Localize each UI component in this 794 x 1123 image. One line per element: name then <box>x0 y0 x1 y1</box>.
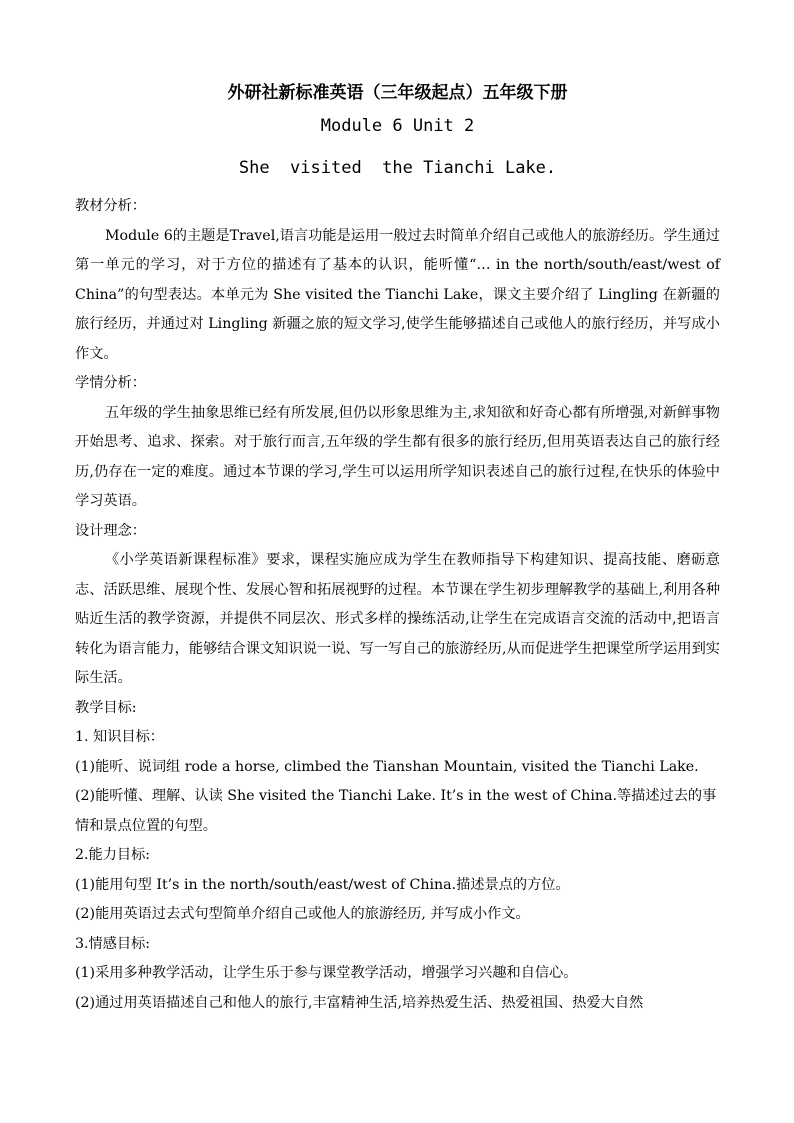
design-concept-heading: 设计理念： <box>75 522 146 539</box>
textbook-analysis-paragraph: Module 6的主题是Travel,语言功能是运用一般过去时简单介绍自己或他人的旅游经历。学生通过第一单元的学习，对于方位的描述有了基本的认识，能听懂“… in the north/south/east/west of China”的句型表达。本单元为 She visited the Tianchi Lake，课文主要介绍了 Lingling 在新疆的旅行经历，并通过对 Lingling 新疆之旅的短文学习,使学生能够描述自己或他人的旅行经历，并写成小作文。 <box>75 227 720 362</box>
ability-objective-1: (1)能用句型 It’s in the north/south/east/west of China.描述景点的方位。 <box>75 876 570 893</box>
design-concept-paragraph: 《小学英语新课程标准》要求，课程实施应成为学生在教师指导下构建知识、提高技能、磨砺意志、活跃思维、展现个性、发展心智和拓展视野的过程。本节课在学生初步理解教学的基础上,利用各种贴近生活的教学资源，并提供不同层次、形式多样的操练活动,让学生在完成语言交流的活动中,把语言转化为语言能力，能够结合课文知识说一说、写一写自己的旅游经历,从而促进学生把课堂所学运用到实际生活。 <box>75 552 720 686</box>
lesson-title: She visited the Tianchi Lake. <box>238 158 557 178</box>
ability-objectives-heading: 2.能力目标: <box>75 847 151 863</box>
emotion-objective-2: (2)通过用英语描述自己和他人的旅行,丰富精神生活,培养热爱生活、热爱祖国、热爱大自然 <box>75 994 644 1011</box>
teaching-objectives-heading: 教学目标: <box>75 699 137 716</box>
ability-objective-2: (2)能用英语过去式句型简单介绍自己或他人的旅游经历, 并写成小作文。 <box>75 906 530 922</box>
emotion-objective-1: (1)采用多种教学活动，让学生乐于参与课堂教学活动，增强学习兴趣和自信心。 <box>75 965 578 981</box>
emotion-objectives-heading: 3.情感目标: <box>75 935 151 952</box>
knowledge-objectives-heading: 1. 知识目标： <box>75 729 164 745</box>
textbook-analysis-heading: 教材分析： <box>75 198 146 214</box>
document-title: 外研社新标准英语（三年级起点）五年级下册 <box>227 83 568 103</box>
knowledge-objective-1: (1)能听、说词组 rode a horse, climbed the Tianshan Mountain, visited the Tianchi Lake. <box>75 758 699 775</box>
document-page <box>75 78 720 1018</box>
learner-analysis-heading: 学情分析： <box>75 375 146 391</box>
learner-analysis-paragraph: 五年级的学生抽象思维已经有所发展,但仍以形象思维为主,求知欲和好奇心都有所增强,对新鲜事物开始思考、追求、探索。对于旅行而言,五年级的学生都有很多的旅行经历,但用英语表达自己的旅行经历,仍存在一定的难度。通过本节课的学习,学生可以运用所学知识表述自己的旅行过程,在快乐的体验中学习英语。 <box>75 404 720 509</box>
knowledge-objective-2: (2)能听懂、理解、认读 She visited the Tianchi Lake. It’s in the west of China.等描述过去的事情和景点位置的句型。 <box>75 788 717 834</box>
module-unit-title: Module 6 Unit 2 <box>320 116 475 136</box>
